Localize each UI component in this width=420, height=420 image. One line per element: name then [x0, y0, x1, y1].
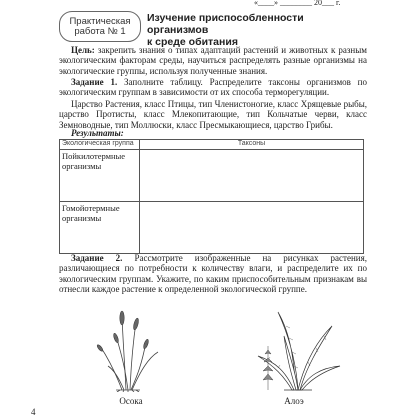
taxa-answer-cell[interactable]	[140, 150, 364, 202]
group-name-line-1: Гомойотермные	[62, 203, 120, 213]
goal-paragraph	[59, 45, 367, 76]
aloe-label: Алоэ	[284, 396, 304, 406]
taxa-answer-cell[interactable]	[140, 202, 364, 254]
task2-paragraph	[59, 253, 367, 294]
group-cell	[60, 202, 140, 254]
table-row	[60, 202, 364, 254]
header-taxa: Таксоны	[140, 140, 364, 150]
date-line: «____» ________ 20___ г.	[254, 0, 341, 7]
topic-line-2: к среде обитания	[147, 36, 238, 48]
task1-paragraph	[59, 77, 367, 98]
group-name-line-1: Пойкилотермные	[62, 151, 126, 161]
group-name-line-2: организмы	[62, 161, 102, 171]
work-topic	[147, 12, 367, 48]
badge-line-2: работа № 1	[74, 25, 126, 37]
aloe-illustration	[248, 306, 344, 392]
table-header-row	[60, 140, 364, 150]
results-label: Результаты:	[71, 128, 124, 138]
header-ecological-group: Экологическая группа	[60, 140, 140, 150]
task2-label: Задание 2.	[71, 253, 123, 263]
page-number: 4	[31, 407, 36, 417]
group-cell	[60, 150, 140, 202]
sedge-illustration	[86, 308, 176, 392]
ecology-table	[59, 139, 364, 254]
task2-text: Рассмотрите изображенные на рисунках растения, различающиеся по потребности к количеству влаги, и распределите их по экологическим группам. Укажите, по каким приспособительным признакам вы отнесли каждое растение к определенной экологической группе.	[59, 253, 367, 294]
goal-label: Цель:	[71, 45, 95, 55]
topic-line-1: Изучение приспособленности организмов	[147, 12, 304, 36]
badge-line-1: Практическая	[69, 15, 131, 27]
table-row	[60, 150, 364, 202]
sedge-label: Осока	[119, 396, 143, 406]
task1-text: Заполните таблицу. Распределите таксоны организмов по экологическим группам в зависимости от их способа терморегуляции.	[59, 77, 367, 98]
goal-text: закрепить знания о типах адаптаций растений и животных к разным экологическим факторам среды, научиться распределять разные организмы на экологические группы, используя полученные знания.	[59, 45, 367, 76]
practical-work-badge	[59, 11, 141, 42]
group-name-line-2: организмы	[62, 213, 102, 223]
task1-label: Задание 1.	[71, 77, 118, 87]
taxa-list: Царство Растения, класс Птицы, тип Членистоногие, класс Хрящевые рыбы, царство Протисты, класс Млекопитающие, тип Кольчатые черви, класс Земноводные, тип Моллюски, класс Пресмыкающиеся, царство Грибы.	[59, 99, 367, 130]
